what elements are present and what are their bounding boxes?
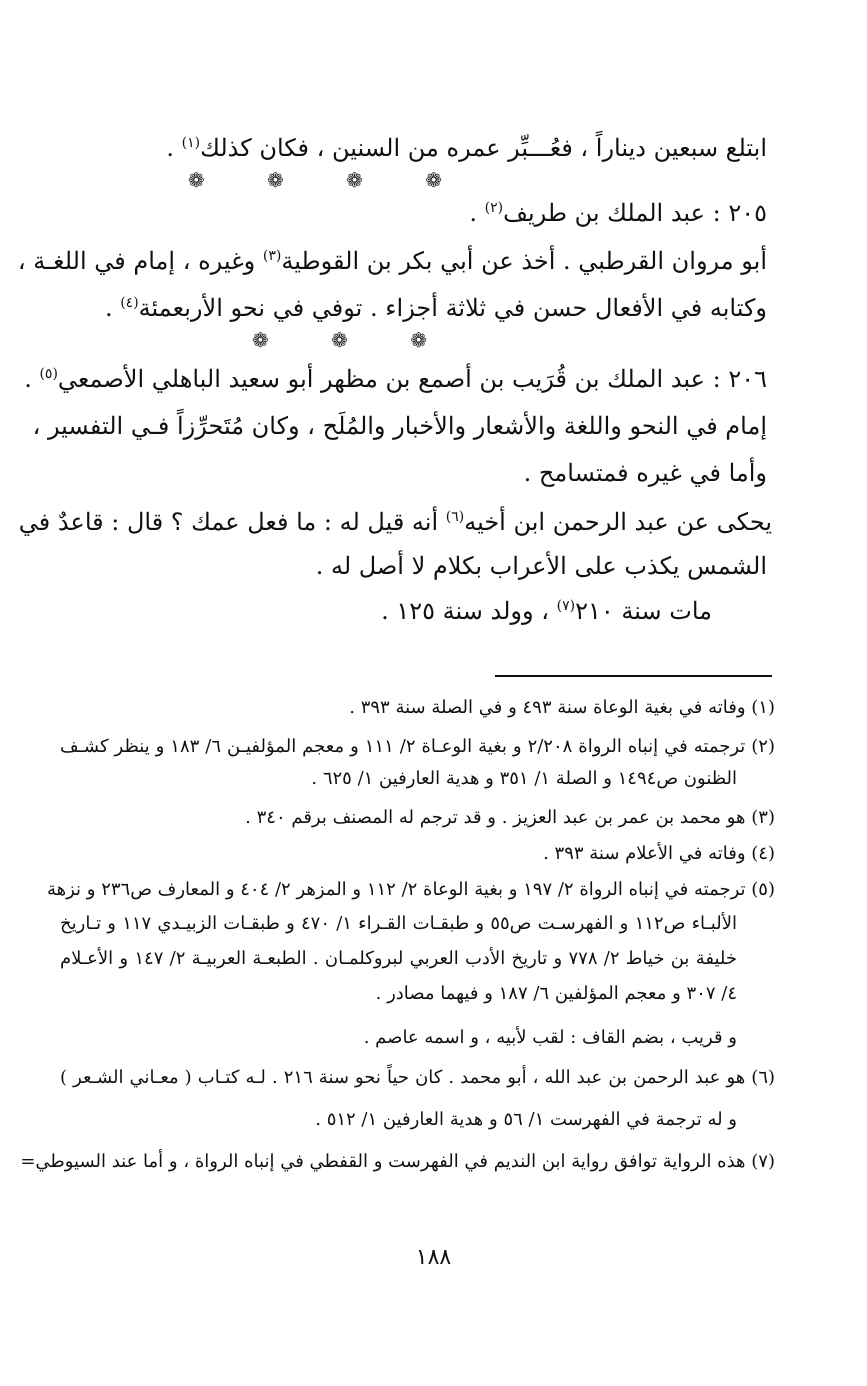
text-line: وكتابه في الأفعال حسن في ثلاثة أجزاء . توفي في نحو الأربعمئة$^{(٤)}$ . [104, 294, 767, 322]
footnote-2: (٢) ترجمته في إنباه الرواة ٢/٢٠٨ و بغية الوعـاة ٢/ ١١١ و معجم المؤلفيـن ٦/ ١٨٣ و ينظر كشـف [60, 736, 775, 757]
page-number: ١٨٨ [415, 1245, 452, 1270]
entry-heading-205: ٢٠٥ : عبد الملك بن طريف$^{(٢)}$ . [469, 199, 767, 227]
footnote-1: (١) وفاته في بغية الوعاة سنة ٤٩٣ و في الصلة سنة ٣٩٣ . [349, 697, 775, 718]
text-line: وأما في غيره فمتسامح . [523, 459, 767, 487]
footnote-ref: (٥) [39, 366, 58, 382]
footnote-6: (٦) هو عبد الرحمن بن عبد الله ، أبو محمد . كان حياً نحو سنة ٢١٦ . لـه كتـاب ( معـاني الشـعر ) [60, 1067, 776, 1088]
text-line: أبو مروان القرطبي . أخذ عن أبي بكر بن القوطية$^{(٣)}$ وغيره ، إمام في اللغـة ، [17, 247, 767, 275]
footnote-ref: (٧) [556, 598, 576, 614]
ornament-divider: ❁ ❁ ❁ ❁ [187, 168, 470, 192]
entry-heading-206: ٢٠٦ : عبد الملك بن قُرَيب بن أصمع بن مظهر أبو سعيد الباهلي الأصمعي$^{(٥)}$ . [24, 365, 767, 393]
footnote-5: (٥) ترجمته في إنباه الرواة ٢/ ١٩٧ و بغية الوعاة ٢/ ١١٢ و المزهر ٢/ ٤٠٤ و المعارف ص٢٣٦ و نزهة [46, 879, 775, 900]
ornament-divider: ❁ ❁ ❁ [252, 328, 455, 352]
text-line: ابتلع سبعين ديناراً ، فعُـــبِّر عمره من السنين ، فكان كذلك$^{(١)}$ . [166, 134, 767, 162]
footnote-ref: (٤) [120, 295, 139, 311]
text-line: الشمس يكذب على الأعراب بكلام لا أصل له . [315, 552, 767, 580]
footnote-ref: (٢) [484, 200, 504, 216]
footnote-5-cont: خليفة بن خياط ٢/ ٧٧٨ و تاريخ الأدب العربي لبروكلمـان . الطبعـة العربيـة ٢/ ١٤٧ و الأعـلام [60, 948, 737, 969]
footnote-5-cont: الألبـاء ص١١٢ و الفهرسـت ص٥٥ و طبقـات القـراء ١/ ٤٧٠ و طبقـات الزبيـدي ١١٧ و تـاريخ [60, 913, 737, 934]
footnote-6-cont: و له ترجمة في الفهرست ١/ ٥٦ و هدية العارفين ١/ ٥١٢ . [315, 1109, 737, 1130]
footnote-5-cont: و قريب ، بضم القاف : لقب لأبيه ، و اسمه عاصم . [363, 1027, 737, 1048]
footnote-3: (٣) هو محمد بن عمر بن عبد العزيز . و قد ترجم له المصنف برقم ٣٤٠ . [245, 807, 775, 828]
footnote-5-cont: ٤/ ٣٠٧ و معجم المؤلفين ٦/ ١٨٧ و فيهما مصادر . [375, 983, 737, 1004]
footnote-ref: (٣) [262, 248, 282, 264]
footnote-ref: (٦) [445, 509, 465, 525]
footnote-4: (٤) وفاته في الأعلام سنة ٣٩٣ . [543, 843, 775, 864]
footnote-7: (٧) هذه الرواية توافق رواية ابن النديم في الفهرست و القفطي في إنباه الرواة ، و أما عند السيوطي= [20, 1151, 775, 1172]
text-line: إمام في النحو واللغة والأشعار والأخبار والمُلَح ، وكان مُتَحرِّزاً فـي التفسير ، [32, 412, 767, 440]
text-line: يحكى عن عبد الرحمن ابن أخيه$^{(٦)}$ أنه قيل له : ما فعل عمك ؟ قال : قاعدٌ في [18, 508, 772, 536]
text-line: مات سنة ٢١٠$^{(٧)}$ ، وولد سنة ١٢٥ . [381, 597, 712, 625]
footnote-ref: (١) [181, 135, 201, 151]
footnote-2-cont: الظنون ص١٤٩٤ و الصلة ١/ ٣٥١ و هدية العارفين ١/ ٦٢٥ . [311, 768, 737, 789]
footnote-separator [495, 675, 772, 677]
